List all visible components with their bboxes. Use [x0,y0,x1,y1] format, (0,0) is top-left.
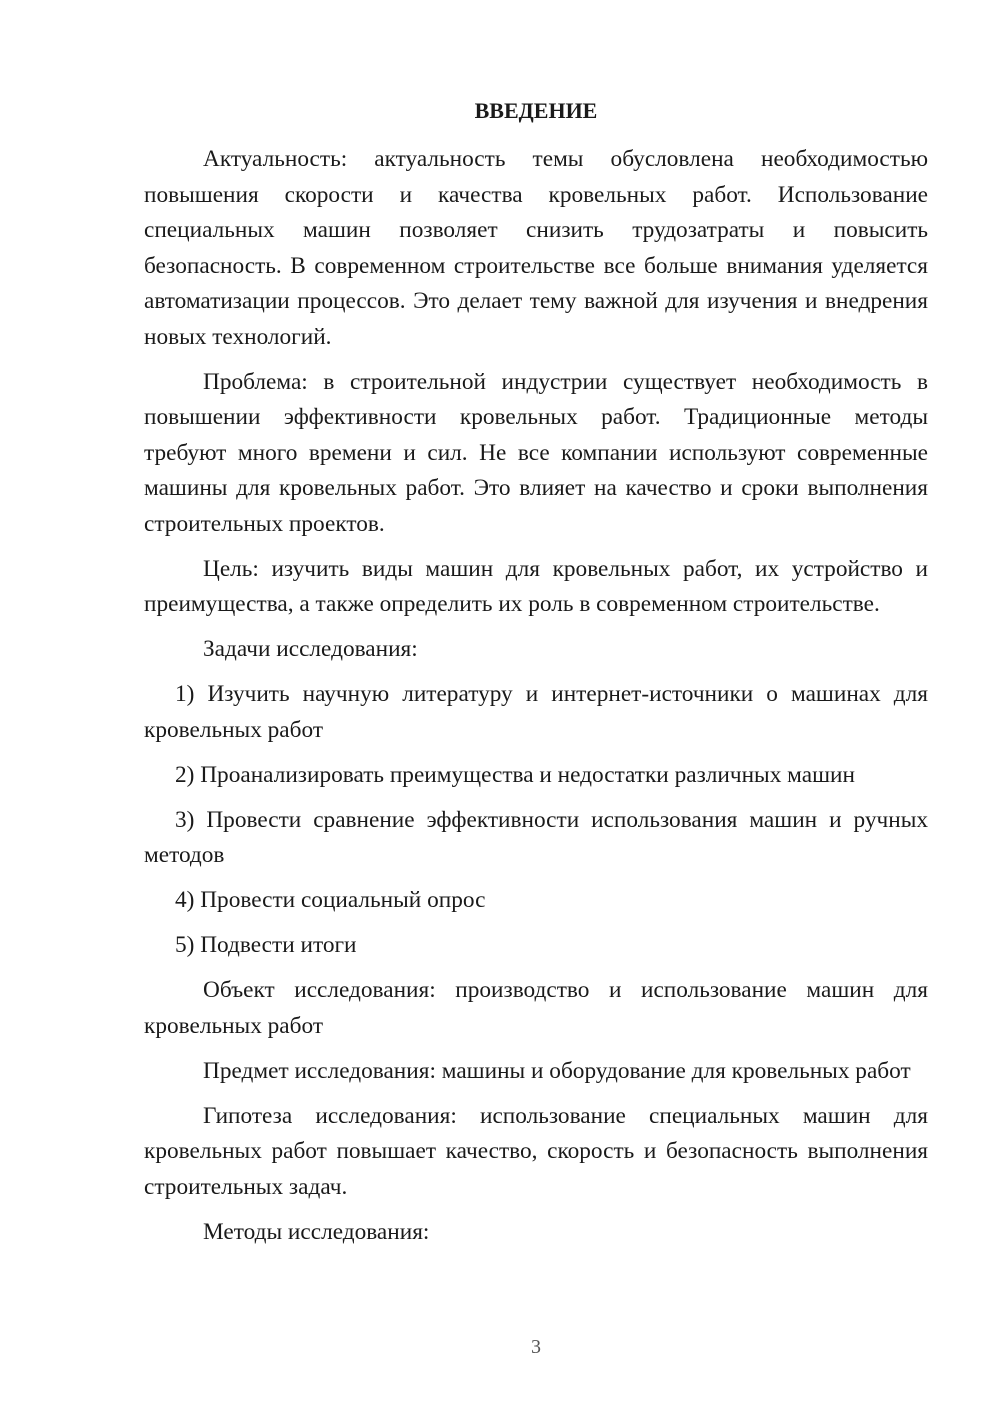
paragraph-relevance: Актуальность: актуальность темы обусловлена необходимостью повышения скорости и качества кровельных работ. Использование специальных машин позволяет снизить трудозатраты и повысить безопасность. В современном строительстве все больше внимания уделяется автоматизации процессов. Это делает тему важной для изучения и внедрения новых технологий. [144,146,928,350]
paragraph-problem: Проблема: в строительной индустрии существует необходимость в повышении эффективности кровельных работ. Традиционные методы требуют много времени и сил. Не все компании используют современные машины для кровельных работ. Это влияет на качество и сроки выполнения строительных проектов. [144,368,928,537]
paragraph-hypothesis: Гипотеза исследования: использование специальных машин для кровельных работ повышает качество, скорость и безопасность выполнения строительных задач. [144,1102,928,1200]
paragraph-subject: Предмет исследования: машины и оборудование для кровельных работ [203,1057,911,1084]
task-item-1: 1) Изучить научную литературу и интернет-источники о машинах для кровельных работ [144,681,928,743]
page-title: ВВЕДЕНИЕ [474,98,598,123]
task-item-2: 2) Проанализировать преимущества и недостатки различных машин [175,761,855,788]
paragraph-goal: Цель: изучить виды машин для кровельных работ, их устройство и преимущества, а также определить их роль в современном строительстве. [144,555,928,617]
tasks-heading: Задачи исследования: [203,636,418,662]
task-item-5: 5) Подвести итоги [175,932,357,958]
task-item-4: 4) Провести социальный опрос [175,887,486,913]
methods-heading: Методы исследования: [203,1218,430,1245]
page-number: 3 [531,1336,541,1358]
document-body [144,142,928,1260]
task-item-3: 3) Провести сравнение эффективности использования машин и ручных методов [144,806,928,868]
paragraph-object: Объект исследования: производство и использование машин для кровельных работ [144,977,928,1039]
